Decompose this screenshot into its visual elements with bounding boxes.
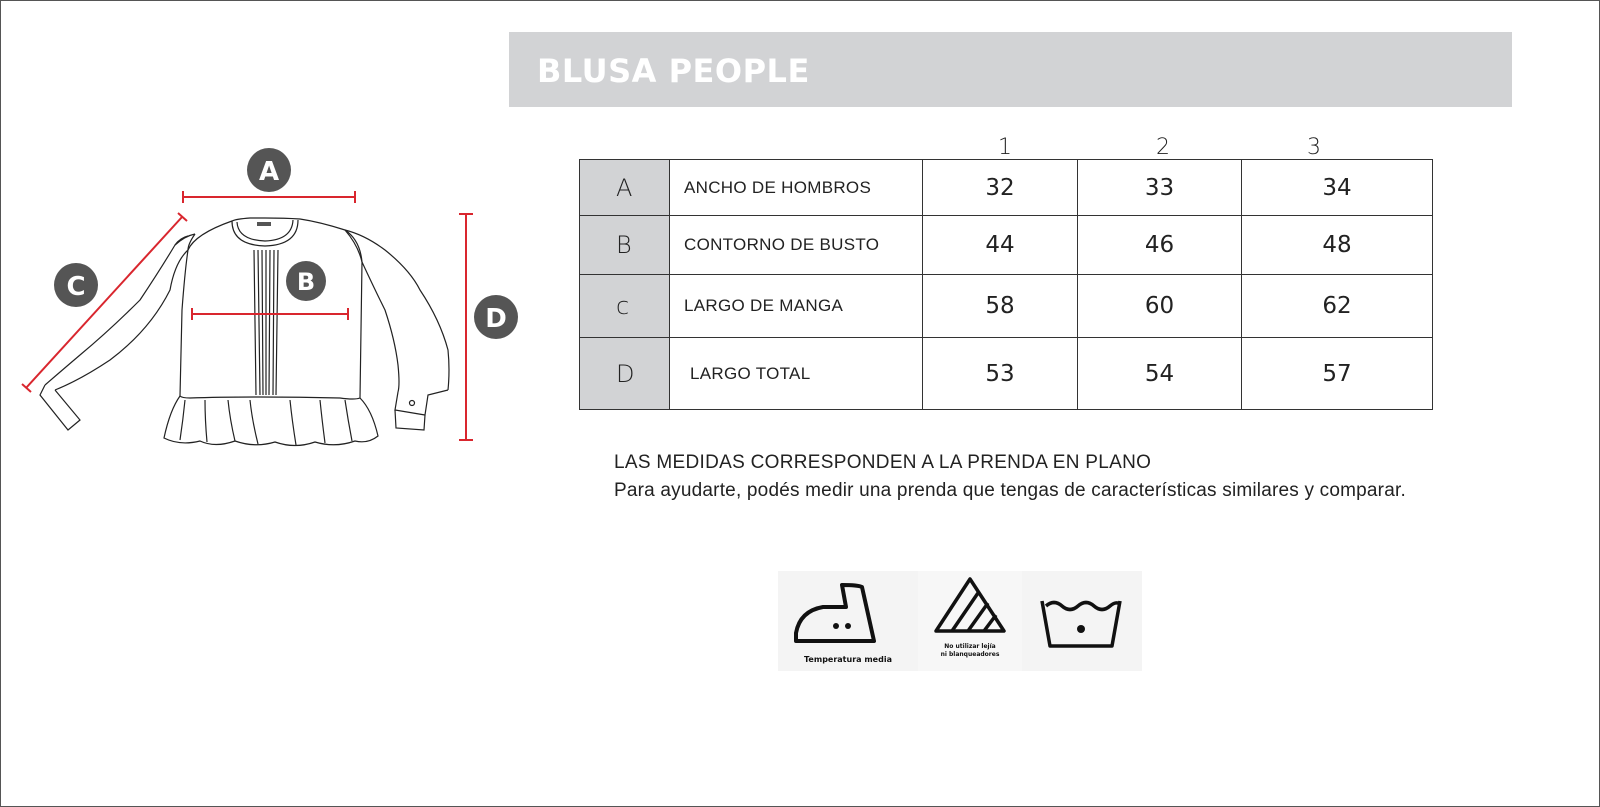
care-iron — [778, 571, 918, 671]
table-row — [580, 275, 1433, 338]
row-letter: c — [580, 275, 670, 338]
row-label: CONTORNO DE BUSTO — [670, 216, 923, 275]
care-label-iron: Temperatura media — [804, 655, 892, 664]
table-row — [580, 160, 1433, 216]
size-header-3: 3 — [1307, 135, 1321, 160]
table-row — [580, 338, 1433, 410]
measure-line-c — [26, 217, 182, 388]
care-symbols — [778, 571, 1142, 671]
row-letter: D — [580, 338, 670, 410]
marker-d — [474, 295, 518, 339]
row-value: 44 — [923, 216, 1078, 275]
marker-b — [286, 261, 326, 301]
care-wash — [1022, 571, 1142, 671]
row-letter: A — [580, 160, 670, 216]
marker-c — [54, 263, 98, 307]
row-value: 54 — [1078, 338, 1242, 410]
measurement-note: LAS MEDIDAS CORRESPONDEN A LA PRENDA EN PLANO — [614, 452, 1152, 473]
row-value: 32 — [923, 160, 1078, 216]
product-title: BLUSA PEOPLE — [537, 52, 810, 90]
size-header-2: 2 — [1156, 135, 1170, 160]
row-value: 48 — [1242, 216, 1433, 275]
marker-d-letter: D — [485, 304, 507, 334]
row-value: 58 — [923, 275, 1078, 338]
row-label: LARGO DE MANGA — [670, 275, 923, 338]
wash-30-icon — [1022, 571, 1142, 661]
row-value: 33 — [1078, 160, 1242, 216]
care-label-bleach-2: ni blanqueadores — [940, 651, 1000, 658]
row-value: 53 — [923, 338, 1078, 410]
title-bar — [509, 32, 1512, 107]
row-value: 57 — [1242, 338, 1433, 410]
no-bleach-icon — [918, 571, 1022, 641]
measure-lines — [22, 191, 473, 440]
row-letter: B — [580, 216, 670, 275]
table-row — [580, 216, 1433, 275]
blouse-drawing — [40, 218, 449, 446]
marker-a-letter: A — [258, 157, 280, 187]
marker-b-letter: B — [296, 268, 316, 296]
row-value: 46 — [1078, 216, 1242, 275]
row-value: 60 — [1078, 275, 1242, 338]
size-header-1: 1 — [998, 135, 1012, 160]
care-bleach — [918, 571, 1022, 671]
diagram-markers — [54, 148, 518, 339]
size-table — [579, 159, 1433, 410]
marker-c-letter: C — [66, 272, 86, 302]
row-label: LARGO TOTAL — [670, 338, 923, 410]
row-label: ANCHO DE HOMBROS — [670, 160, 923, 216]
row-value: 62 — [1242, 275, 1433, 338]
iron-medium-temperature-icon — [778, 571, 918, 651]
row-value: 34 — [1242, 160, 1433, 216]
measurement-help-text: Para ayudarte, podés medir una prenda que tengas de características similares y comparar. — [614, 480, 1406, 501]
care-label-bleach-1: No utilizar lejía — [944, 643, 996, 650]
marker-a — [247, 148, 291, 192]
garment-diagram — [0, 140, 540, 460]
